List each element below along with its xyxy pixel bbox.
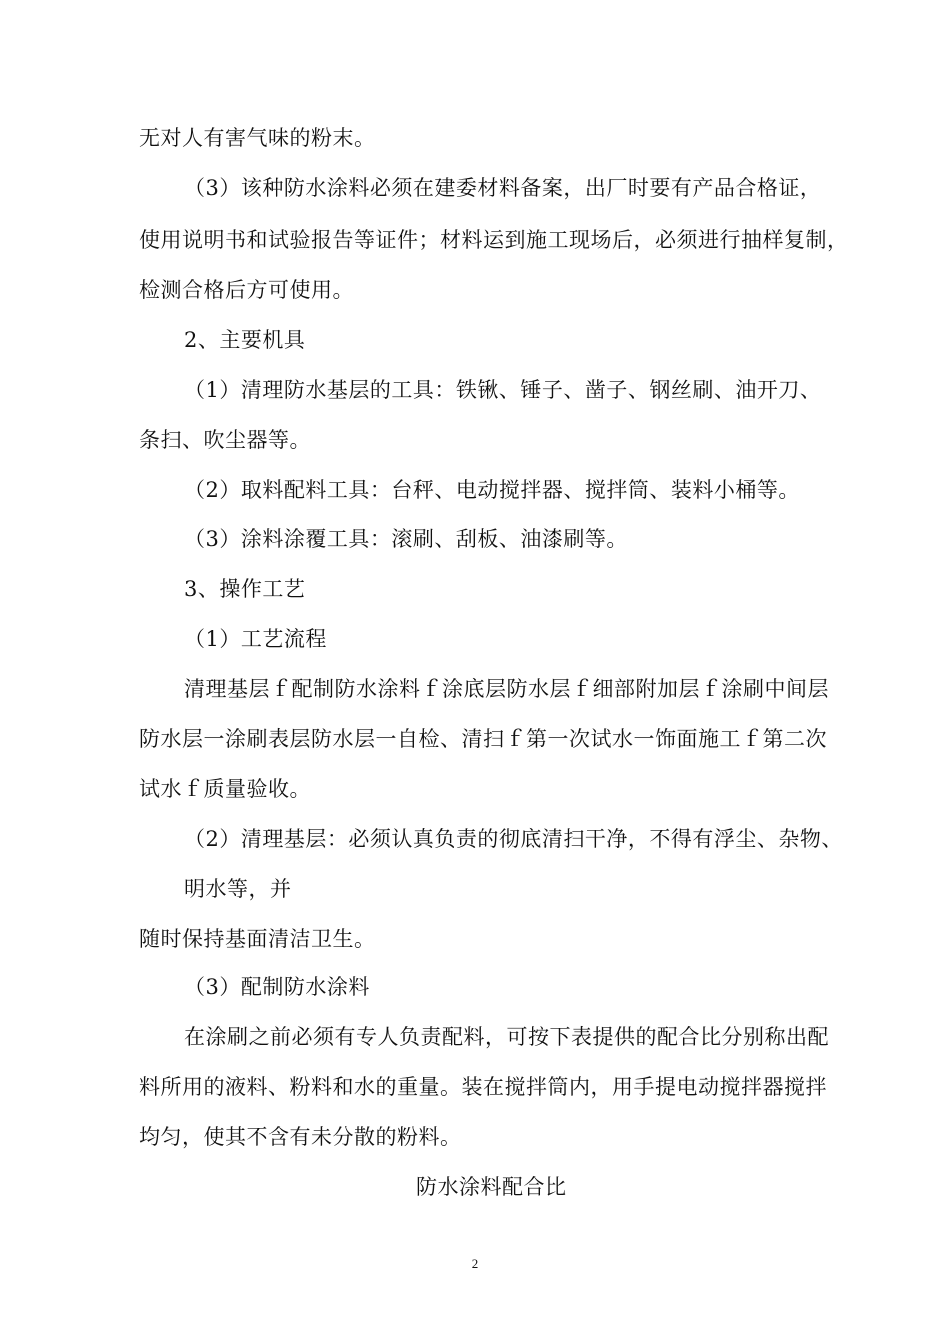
text-line: 试水ｆ质量验收。 (139, 777, 311, 801)
subsection-heading: （3）配制防水涂料 (184, 975, 370, 999)
text-line: 无对人有害气味的粉末。 (139, 126, 376, 150)
text-line: （1）清理防水基层的工具：铁锹、锤子、凿子、钢丝刷、油开刀、 (184, 378, 822, 402)
text-line: 均匀，使其不含有未分散的粉料。 (139, 1125, 462, 1149)
text-line: 料所用的液料、粉料和水的重量。装在搅拌筒内，用手提电动搅拌器搅拌 (139, 1075, 827, 1099)
text-line: 清理基层ｆ配制防水涂料ｆ涂底层防水层ｆ细部附加层ｆ涂刷中间层 (184, 677, 829, 701)
text-line: 在涂刷之前必须有专人负责配料，可按下表提供的配合比分别称出配 (184, 1025, 829, 1049)
text-line: 检测合格后方可使用。 (139, 278, 354, 302)
section-heading: 2、主要机具 (184, 328, 306, 352)
text-line: 条扫、吹尘器等。 (139, 428, 311, 452)
text-line: 明水等，并 (184, 877, 292, 901)
subsection-heading: （1）工艺流程 (184, 627, 327, 651)
section-heading: 3、操作工艺 (184, 577, 306, 601)
text-line: 随时保持基面清洁卫生。 (139, 927, 376, 951)
text-line: 防水层一涂刷表层防水层一自检、清扫ｆ第一次试水一饰面施工ｆ第二次 (139, 727, 827, 751)
text-line: （3）涂料涂覆工具：滚刷、刮板、油漆刷等。 (184, 527, 628, 551)
page-number: 2 (471, 1256, 479, 1271)
text-line: 使用说明书和试验报告等证件；材料运到施工现场后，必须进行抽样复制， (139, 228, 849, 252)
text-line: （2）取料配料工具：台秤、电动搅拌器、搅拌筒、装料小桶等。 (184, 478, 800, 502)
table-caption: 防水涂料配合比 (416, 1175, 567, 1199)
text-line: （2）清理基层：必须认真负责的彻底清扫干净，不得有浮尘、杂物、 (184, 827, 843, 851)
text-line: （3）该种防水涂料必须在建委材料备案，出厂时要有产品合格证， (184, 176, 822, 200)
